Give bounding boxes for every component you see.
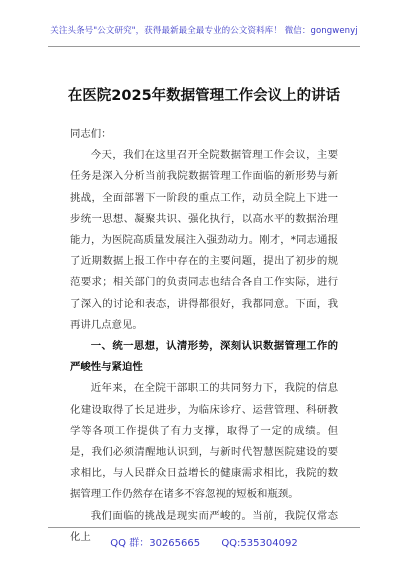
paragraph-opening: 今天，我们在这里召开全院数据管理工作会议，主要任务是深入分析当前我院数据管理工作面临的新形势与新挑战，全面部署下一阶段的重点工作，动员全院上下进一步统一思想、凝聚共识、强化执行，以高水平的数据治理能力，为医院高质量发展注入强劲动力。刚才，*同志通报了近期数据上报工作中存在的主要问题，提出了初步的规范要求；相关部门的负责同志也结合各自工作实际，进行了深入的讨论和表态，讲得都很好，我都同意。下面，我再讲几点意见。 — [70, 149, 338, 331]
section-heading-1: 一、统一思想，认清形势，深刻认识数据管理工作的严峻性与紧迫性 — [70, 340, 338, 374]
footer-divider — [48, 527, 360, 528]
promo-banner — [0, 24, 408, 36]
header-divider — [48, 46, 360, 47]
paragraph-progress: 近年来，在全院干部职工的共同努力下，我院的信息化建设取得了长足进步，为临床诊疗、运营管理、科研教学等各项工作提供了有力支撑，取得了一定的成绩。但是，我们必须清醒地认识到，与新时代智慧医院建设的要求相比，与人民群众日益增长的健康需求相比，我院的数据管理工作仍然存在诸多不容忽视的短板和瓶颈。 — [70, 382, 338, 501]
document-body — [70, 124, 338, 548]
document-title: 在医院2025年数据管理工作会议上的讲话 — [67, 88, 341, 104]
paragraph-challenges: 我们面临的挑战是现实而严峻的。当前，我院仅常态化上 — [70, 509, 338, 543]
footer-contacts — [0, 534, 408, 549]
qq-number-label: QQ:535304092 — [221, 538, 298, 549]
promo-banner-text: 关注头条号"公文研究"，获得最新最全最专业的公文资料库！ 微信：gongwenyj — [50, 26, 358, 36]
salutation: 同志们： — [70, 128, 112, 140]
qq-group-label: QQ 群：30265665 — [110, 538, 201, 549]
